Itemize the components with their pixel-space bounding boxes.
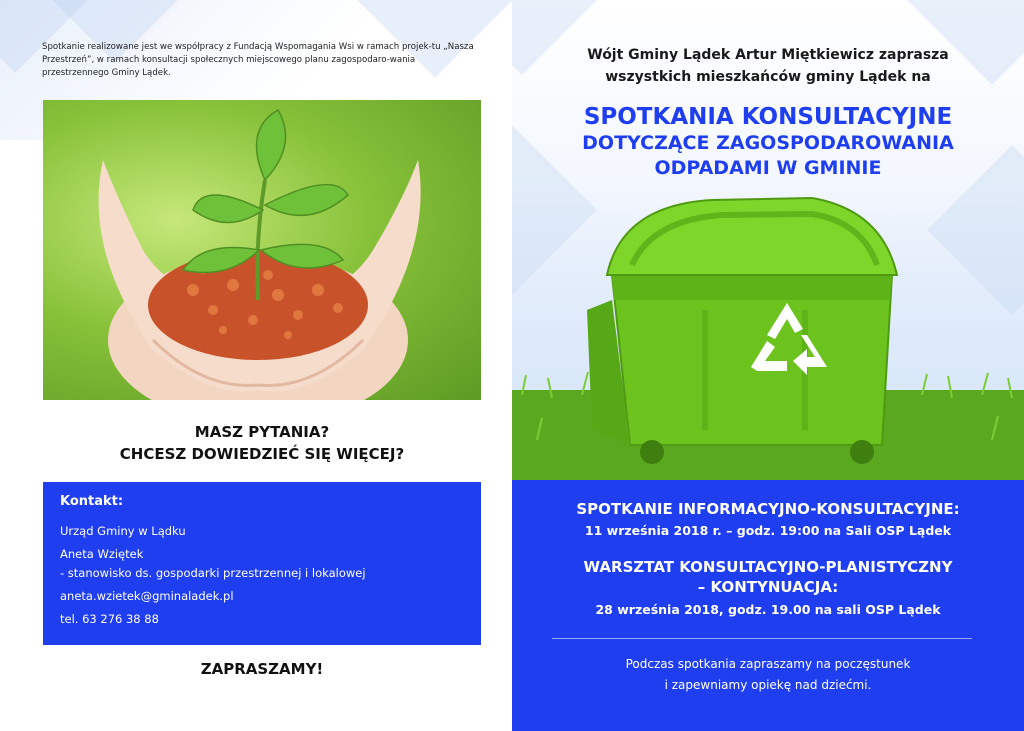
event2-title-line-2: – KONTYNUACJA:	[697, 578, 839, 596]
divider	[552, 638, 972, 639]
event2-title	[512, 557, 1024, 597]
closing-invitation: ZAPRASZAMY!	[200, 660, 324, 678]
recycle-icon	[737, 295, 837, 395]
contact-person: Aneta Wziętek	[60, 547, 144, 561]
headline-line-2: DOTYCZĄCE ZAGOSPODAROWANIA	[582, 132, 954, 154]
headline-line-3: ODPADAMI W GMINIE	[654, 157, 882, 179]
event1-title: SPOTKANIE INFORMACYJNO-KONSULTACYJNE:	[576, 500, 960, 518]
invitation-line-2: wszystkich mieszkańców gminy Lądek na	[605, 69, 931, 85]
hands-seedling-illustration	[43, 100, 481, 400]
catering-childcare-note	[512, 654, 1024, 696]
note-line-1: Podczas spotkania zapraszamy na poczęstunek	[625, 657, 911, 671]
event2-details: 28 września 2018, godz. 19.00 na sali OSP Lądek	[595, 602, 941, 617]
intro-text: Spotkanie realizowane jest we współpracy z Fundacją Wspomagania Wsi w ramach projek-tu „Nasza Przestrzeń”, w ramach konsultacji społecznych miejscowego planu zagospodaro-wania przestrzennego Gminy Lądek.	[42, 42, 474, 78]
recycling-bin-photo	[512, 190, 1024, 480]
contact-email[interactable]: aneta.wzietek@gminaladek.pl	[60, 589, 234, 603]
contact-phone[interactable]: tel. 63 276 38 88	[60, 612, 159, 626]
questions-heading	[43, 421, 481, 465]
event2-title-line-1: WARSZTAT KONSULTACYJNO-PLANISTYCZNY	[583, 558, 953, 576]
event1-details: 11 września 2018 r. – godz. 19:00 na Sali OSP Lądek	[584, 523, 952, 538]
contact-title: Kontakt:	[60, 494, 124, 509]
contact-box	[43, 482, 481, 645]
event-info-box	[512, 480, 1024, 731]
note-line-2: i zapewniamy opiekę nad dziećmi.	[664, 678, 872, 692]
questions-line-1: MASZ PYTANIA?	[194, 423, 330, 441]
hands-with-seedling-photo	[43, 100, 481, 400]
invitation-line-1: Wójt Gminy Lądek Artur Miętkiewicz zaprasza	[587, 47, 949, 63]
questions-line-2: CHCESZ DOWIEDZIEĆ SIĘ WIĘCEJ?	[119, 445, 405, 463]
contact-position: - stanowisko ds. gospodarki przestrzennej i lokalowej	[60, 566, 366, 580]
contact-office: Urząd Gminy w Lądku	[60, 524, 186, 538]
headline-line-1: SPOTKANIA KONSULTACYJNE	[583, 104, 953, 130]
main-headline	[512, 103, 1024, 181]
mayor-invitation	[512, 44, 1024, 88]
